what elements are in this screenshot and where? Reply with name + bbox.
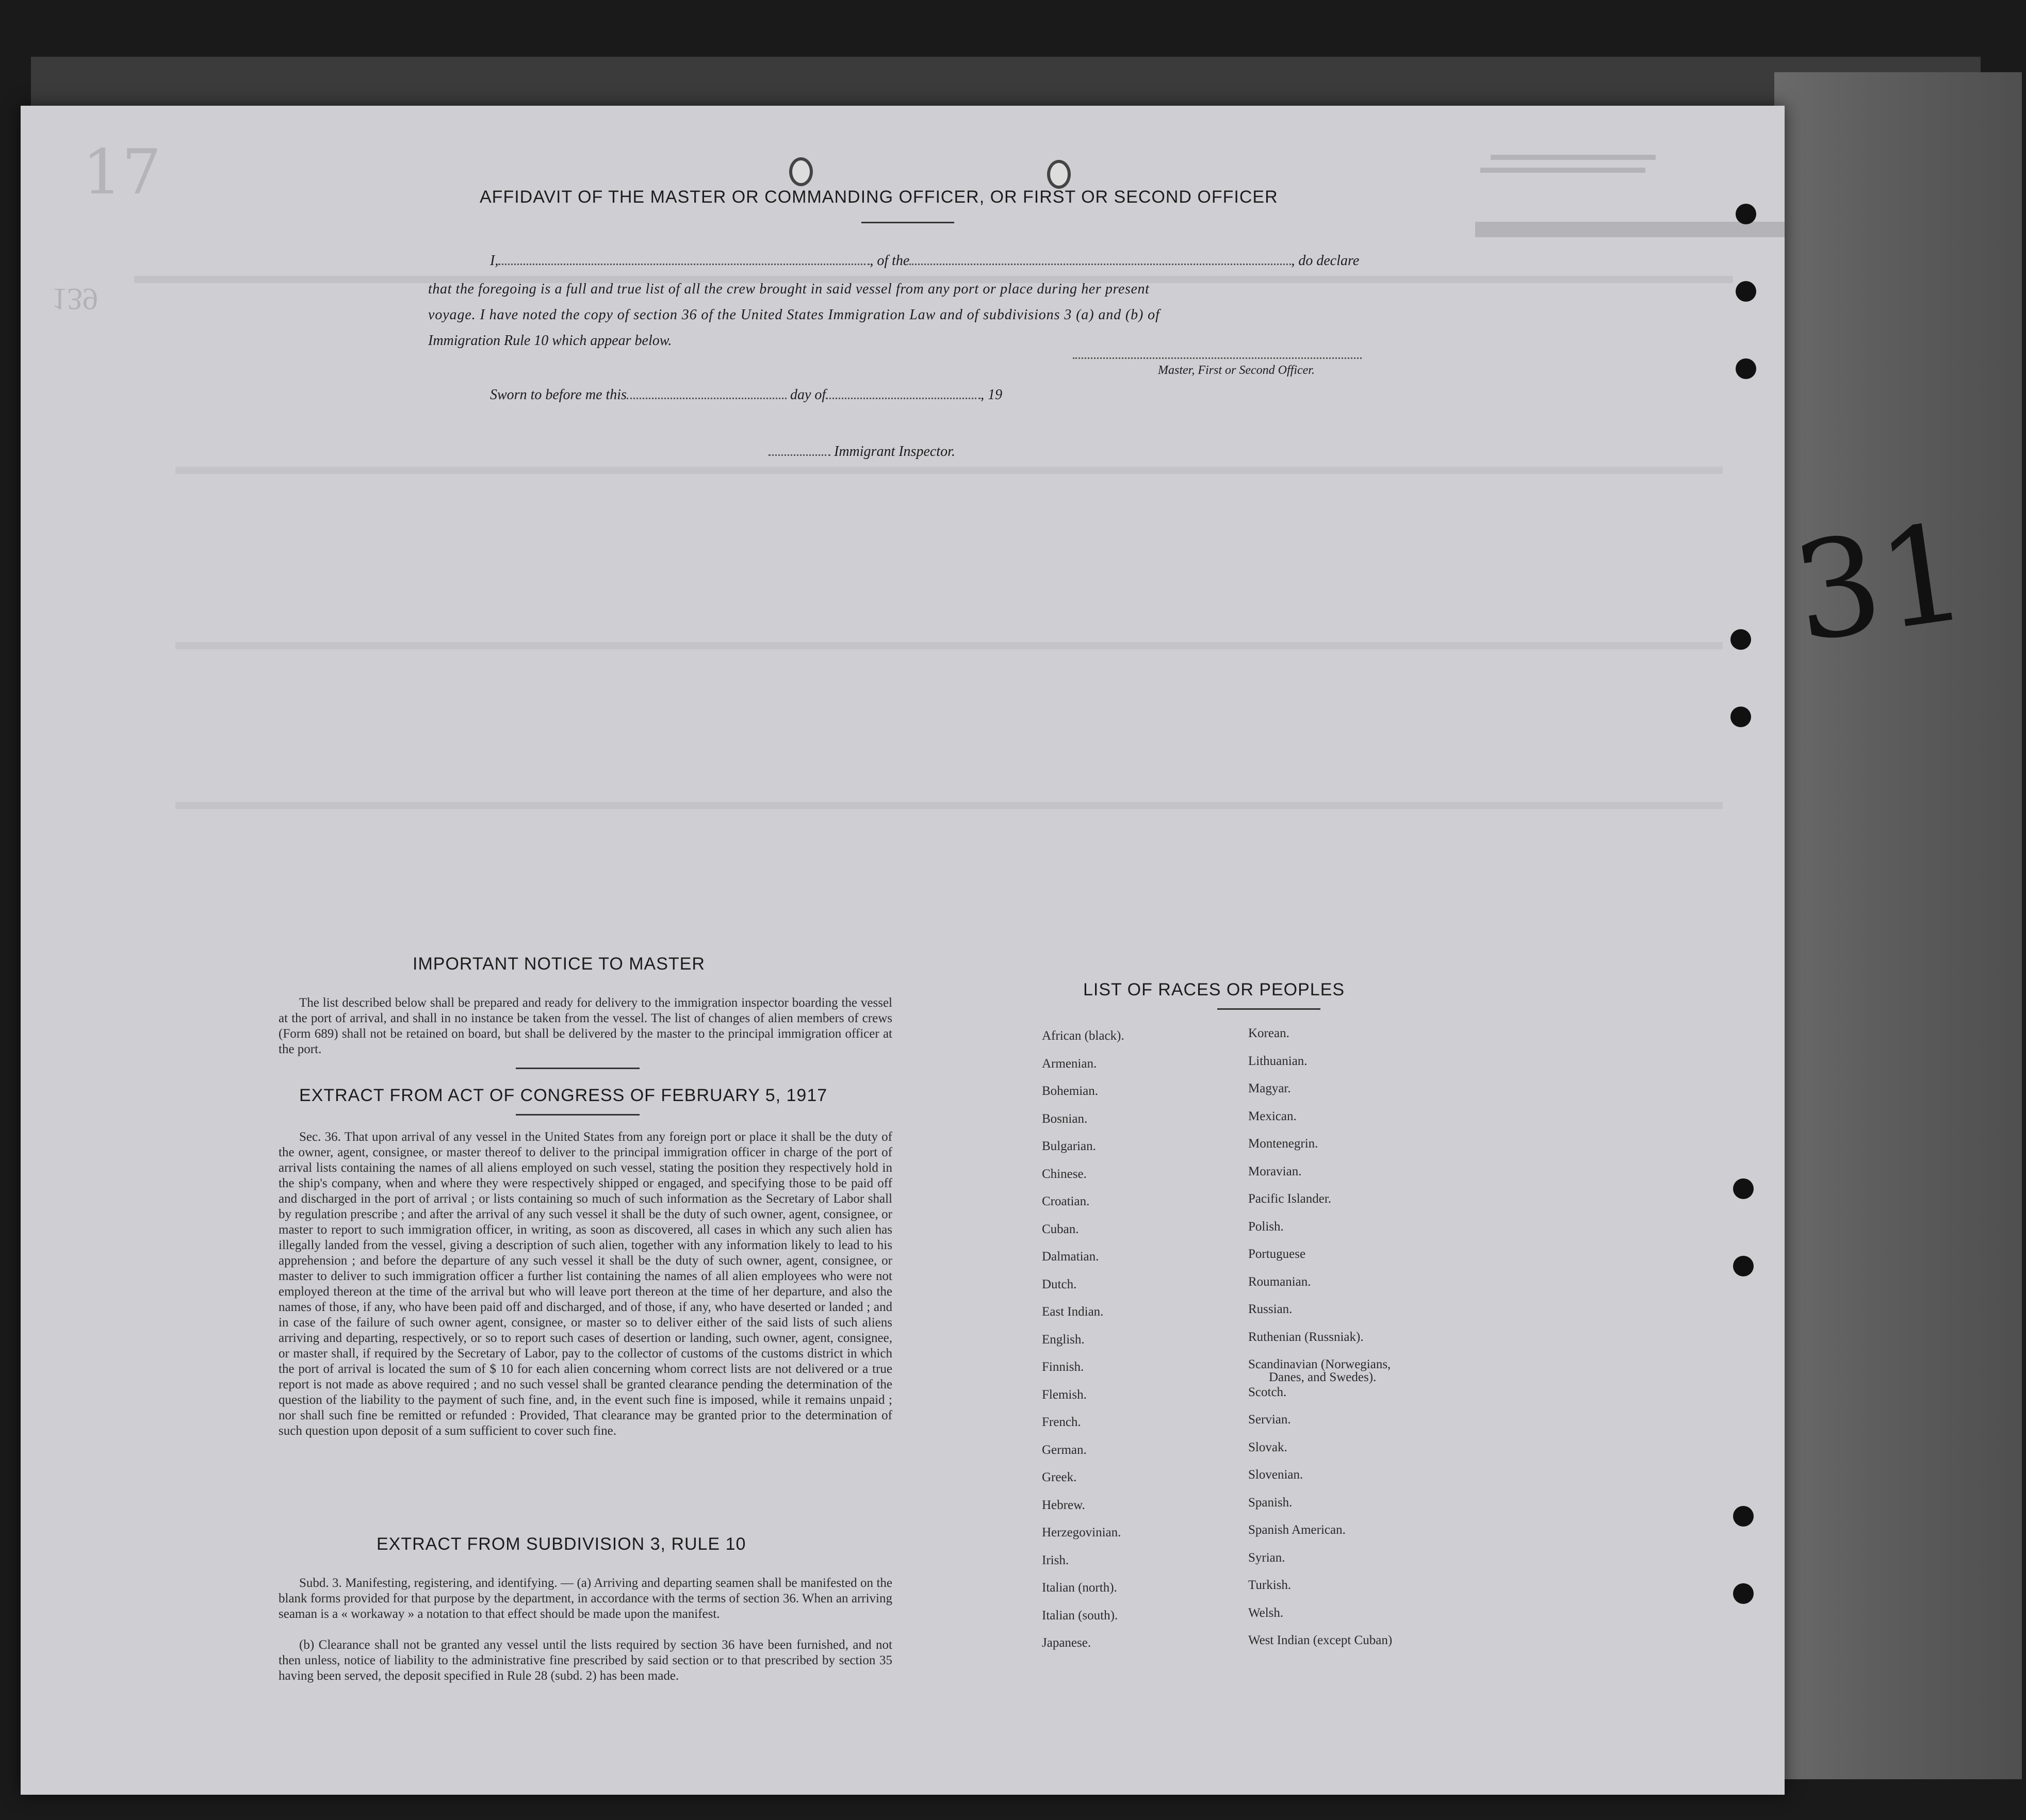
race-item: Spanish. xyxy=(1248,1495,1293,1510)
race-item: Spanish American. xyxy=(1248,1523,1346,1537)
race-item: Montenegrin. xyxy=(1248,1137,1318,1151)
eyelet-left xyxy=(789,157,813,186)
race-item: Italian (south). xyxy=(1042,1608,1118,1622)
notice-text: The list described below shall be prepared and ready for delivery to the immigration inspector boarding the vessel at the port of arrival, and shall in no instance be taken from the vessel. The list of changes of alien members of crews (Form 689) shall not be retained on board, but shall be delivered by the master to the principal immigration officer at the port. xyxy=(279,996,892,1056)
race-item: Italian (north). xyxy=(1042,1581,1117,1595)
affidavit-line-2: that the foregoing is a full and true list of all the crew brought in said vessel from any port or place during her present xyxy=(428,281,1150,297)
race-item: African (black). xyxy=(1042,1029,1124,1043)
handwritten-number: 31 xyxy=(1785,494,1976,673)
race-item: Roumanian. xyxy=(1248,1274,1311,1289)
race-item: Mexican. xyxy=(1248,1109,1297,1123)
punch-hole xyxy=(1730,707,1751,727)
eyelet-right xyxy=(1047,160,1071,189)
race-item: Dutch. xyxy=(1042,1277,1077,1291)
race-item: Russian. xyxy=(1248,1302,1293,1316)
race-item: Polish. xyxy=(1248,1219,1284,1234)
affidavit-title: AFFIDAVIT OF THE MASTER OR COMMANDING OFFICER, OR FIRST OR SECOND OFFICER xyxy=(480,187,1278,207)
race-item: Finnish. xyxy=(1042,1360,1084,1374)
officer-signature-line xyxy=(1073,357,1362,359)
race-item: East Indian. xyxy=(1042,1305,1104,1319)
race-item: Pacific Islander. xyxy=(1248,1192,1332,1206)
punch-hole xyxy=(1733,1583,1754,1604)
punch-hole xyxy=(1736,358,1756,379)
affidavit-line-4: Immigration Rule 10 which appear below. xyxy=(428,333,672,349)
punch-hole xyxy=(1733,1506,1754,1527)
punch-hole xyxy=(1730,629,1751,650)
race-item: Korean. xyxy=(1248,1026,1289,1040)
race-item: Moravian. xyxy=(1248,1164,1302,1178)
punch-hole xyxy=(1733,1256,1754,1276)
race-item: Cuban. xyxy=(1042,1222,1079,1236)
race-item: English. xyxy=(1042,1332,1085,1347)
race-item: Greek. xyxy=(1042,1470,1077,1484)
race-item: West Indian (except Cuban) xyxy=(1248,1633,1393,1647)
punch-hole xyxy=(1736,281,1756,302)
race-item: Bulgarian. xyxy=(1042,1139,1096,1153)
race-item-continuation: Danes, and Swedes). xyxy=(1269,1370,1377,1384)
form-page xyxy=(21,106,1785,1795)
races-title: LIST OF RACES OR PEOPLES xyxy=(1083,980,1345,999)
race-item: Bosnian. xyxy=(1042,1111,1088,1126)
sworn-line: Sworn to before me this day of , 19 xyxy=(490,387,1003,403)
race-item: Flemish. xyxy=(1042,1387,1087,1402)
inspector-line: Immigrant Inspector. xyxy=(769,444,955,460)
race-item: Syrian. xyxy=(1248,1550,1285,1565)
notice-title: IMPORTANT NOTICE TO MASTER xyxy=(413,954,705,974)
race-item: Portuguese xyxy=(1248,1247,1306,1261)
race-item: Dalmatian. xyxy=(1042,1250,1099,1264)
race-item: Armenian. xyxy=(1042,1056,1097,1071)
race-item: Irish. xyxy=(1042,1553,1069,1567)
race-item: Turkish. xyxy=(1248,1578,1292,1592)
race-item: Hebrew. xyxy=(1042,1498,1085,1512)
margin-mark-top: 17 xyxy=(83,137,161,208)
race-item: Bohemian. xyxy=(1042,1084,1099,1098)
extract-act-text: Sec. 36. That upon arrival of any vessel in the United States from any foreign port or place it shall be the duty of the owner, agent, consignee, or master thereof to deliver to the principal immigration officer in charge of the port of arrival lists containing the names of all aliens employed on such vessel, stating the position they respectively hold in the ship's company, when and where they were respectively shipped or engaged, and specifying those to be paid off and discharged in the port of arrival ; or lists containing so much of such information as the Secretary of Labor shall by regulation prescribe ; and after the arrival of any such vessel it shall be the duty of such owner, agent, consignee, or master to report to such immigration officer, in writing, as soon as discovered, all cases in which any such alien has illegally landed from the vessel, giving a description of such alien, together with any information likely to lead to his apprehension ; and before the departure of any such vessel it shall be the duty of such owner, agent, consignee, or master to deliver to such immigration officer a further list containing the names of all alien employees who were not employed thereon at the time of the arrival but who will leave port thereon at the time of her departure, and also the names of those, if any, who have been paid off and discharged, and of those, if any, who have deserted or landed ; and in case of the failure of such owner agent, consignee, or master so to deliver either of the said lists of such aliens arriving and departing, respectively, or so to report such cases of desertion or landing, such owner, agent, consignee, or master shall, if required by the Secretary of Labor, pay to the collector of customs of the customs district in which the port of arrival is located the sum of $ 10 for each alien concerning whom correct lists are not delivered or a true report is not made as above required ; and no such vessel shall be granted clearance pending the determination of the question of the liability to the payment of such fine, and, in the event such fine is imposed, while it remains unpaid ; nor shall such fine be remitted or refunded : Provided, That clearance may be granted prior to the determination of such question upon deposit of a sum sufficient to cover such fine. xyxy=(279,1130,892,1438)
race-item: Lithuanian. xyxy=(1248,1054,1308,1068)
race-item: French. xyxy=(1042,1415,1081,1429)
race-item: Japanese. xyxy=(1042,1636,1091,1650)
affidavit-line-1: I, , of the , do declare xyxy=(490,253,1360,269)
race-item: Scandinavian (Norwegians, xyxy=(1248,1357,1391,1371)
extract-rule-text-b: (b) Clearance shall not be granted any vessel until the lists required by section 36 have been furnished, and not then unless, notice of liability to the administrative fine prescribed by said section or to that prescribed by section 35 having been served, the deposit specified in Rule 28 (subd. 2) has been made. xyxy=(279,1638,892,1683)
race-item: Magyar. xyxy=(1248,1081,1291,1095)
race-item: Servian. xyxy=(1248,1413,1291,1427)
extract-act-title: EXTRACT FROM ACT OF CONGRESS OF FEBRUARY 5, 1917 xyxy=(299,1086,828,1105)
back-sheet xyxy=(1774,72,2022,1779)
affidavit-line-3: voyage. I have noted the copy of section 36 of the United States Immigration Law and of subdivisions 3 (a) and (b) of xyxy=(428,307,1160,323)
extract-rule-text-a: Subd. 3. Manifesting, registering, and identifying. — (a) Arriving and departing seamen shall be manifested on the blank forms provided for that purpose by the department, in accordance with the terms of section 36. When an arriving seaman is a « workaway » a notation to that effect should be made upon the manifest. xyxy=(279,1576,892,1621)
margin-mark-left: 139 xyxy=(52,282,98,316)
punch-hole xyxy=(1733,1178,1754,1199)
punch-hole xyxy=(1736,204,1756,224)
race-item: Welsh. xyxy=(1248,1605,1284,1620)
race-item: Croatian. xyxy=(1042,1194,1090,1208)
race-item: German. xyxy=(1042,1442,1087,1457)
race-item: Herzegovinian. xyxy=(1042,1526,1121,1539)
race-item: Ruthenian (Russniak). xyxy=(1248,1330,1364,1344)
race-item: Scotch. xyxy=(1248,1385,1287,1399)
officer-caption: Master, First or Second Officer. xyxy=(1158,364,1315,377)
race-item: Chinese. xyxy=(1042,1167,1087,1181)
race-item: Slovak. xyxy=(1248,1440,1287,1454)
race-item: Slovenian. xyxy=(1248,1468,1303,1482)
extract-rule-title: EXTRACT FROM SUBDIVISION 3, RULE 10 xyxy=(377,1534,746,1554)
